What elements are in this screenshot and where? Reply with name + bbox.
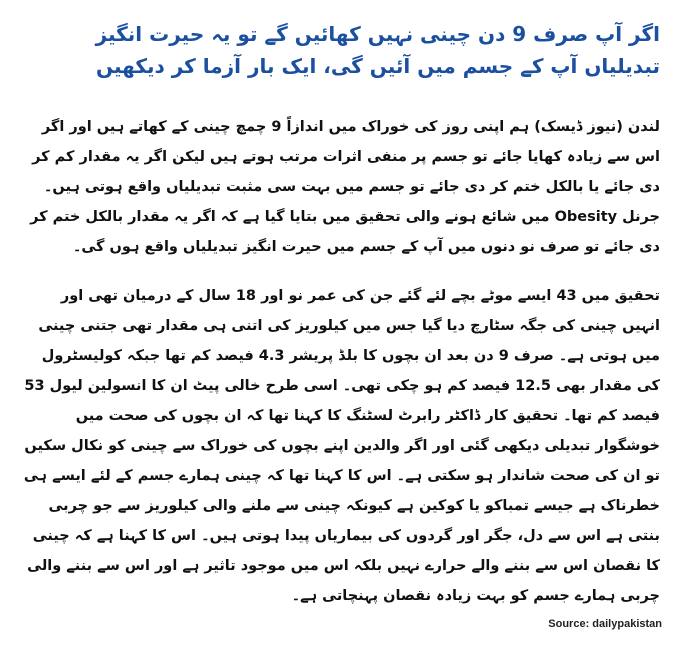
article-headline: اگر آپ صرف 9 دن چینی نہیں کھائیں گے تو یہ حیرت انگیز تبدیلیاں آپ کے جسم میں آئیں گی، ایک بار آزما کر دیکھیں [95, 22, 660, 78]
article-paragraph-intro: لندن (نیوز ڈیسک) ہم اپنی روز کی خوراک میں اندازاً 9 چمچ چینی کے کھاتے ہیں اور اگر اس سے زیادہ کھایا جائے تو جسم پر منفی اثرات مرتب ہوتے ہیں لیکن اگر یہ مقدار کم کر دی جائے یا بالکل ختم کر دی جائے تو جسم میں بہت سی مثبت تبدیلیاں واقع ہوتی ہیں۔ جرنل Obesity میں شائع ہونے والی تحقیق میں بتایا گیا ہے کہ اگر یہ مقدار بالکل ختم کر دی جائے تو صرف نو دنوں میں آپ کے جسم میں حیرت انگیز تبدیلیاں واقع ہوں گی۔ [30, 119, 660, 255]
article-paragraph-study: تحقیق میں 43 ایسے موٹے بچے لئے گئے جن کی عمر نو اور 18 سال کے درمیان تھی اور انہیں چینی کی جگہ سٹارچ دیا گیا جس میں کیلوریز کی اتنی ہی مقدار تھی جتنی چینی میں ہوتی ہے۔ صرف 9 دن بعد ان بچوں کا بلڈ پریشر 4.3 فیصد کم تھا جبکہ کولیسٹرول کی مقدار بھی 12.5 فیصد کم ہو چکی تھی۔ اسی طرح خالی پیٹ ان کا انسولین لیول 53 فیصد کم تھا۔ تحقیق کار ڈاکٹر رابرٹ لسٹنگ کا کہنا تھا کہ ان بچوں کی صحت میں خوشگوار تبدیلی دیکھی گئی اور اگر والدین اپنے بچوں کی خوراک سے چینی کو نکال سکیں تو ان کی صحت شاندار ہو سکتی ہے۔ اس کا کہنا تھا کہ چینی ہمارے جسم کے لئے ایسے ہی خطرناک ہے جیسے تمباکو یا کوکین ہے کیونکہ چینی سے ملنے والی کیلوریز سے جو چربی بنتی ہے اس سے دل، جگر اور گردوں کی بیماریاں پیدا ہوتی ہیں۔ اس کا کہنا ہے کہ چینی کا نقصان اس سے بننے والے حرارے نہیں بلکہ اس میں موجود تاثیر ہے اور اس سے بننے والی چربی ہمارے جسم کو بہت زیادہ نقصان پہنچاتی ہے۔ [23, 288, 660, 604]
source-credit: Source: dailypakistan [548, 618, 662, 630]
